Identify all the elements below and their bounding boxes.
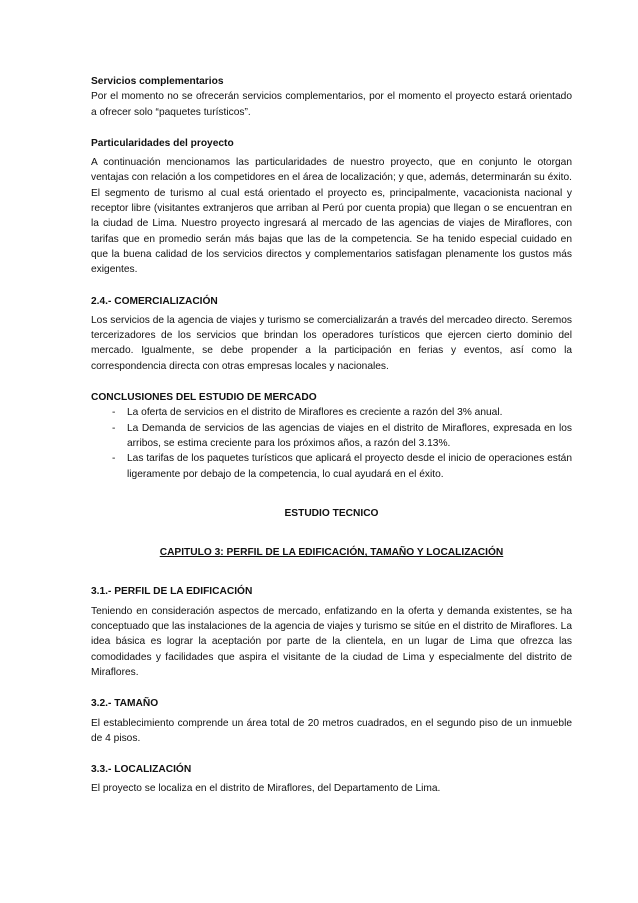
heading-particularidades: Particularidades del proyecto — [91, 137, 234, 149]
list-item: - Las tarifas de los paquetes turísticos que aplicará el proyecto desde el inicio de operaciones están ligeramente por debajo de la competencia, lo cual ayudará en el éxito. — [112, 453, 572, 480]
heading-estudio-tecnico: ESTUDIO TECNICO — [284, 507, 379, 519]
paragraph-servicios-complementarios: Por el momento no se ofrecerán servicios complementarios, por el momento el proyecto estará orientado a ofrecer solo “paquetes turísticos”. — [91, 91, 572, 118]
paragraph-comercializacion: Los servicios de la agencia de viajes y turismo se comercializarán a través del mercadeo directo. Seremos tercerizadores de los servicios que brindan los operadores turísticos que ejercen cierto dominio del mercado. Igualmente, se debe propender a la participación en ferias y eventos, así como la correspondencia directa con otras empresas locales y nacionales. — [91, 314, 572, 372]
conclusiones-list — [91, 405, 572, 481]
heading-tamano: 3.2.- TAMAÑO — [91, 698, 159, 710]
paragraph-tamano: El establecimiento comprende un área total de 20 metros cuadrados, en el segundo piso de un inmueble de 4 pisos. — [91, 717, 572, 744]
dash-bullet: - — [112, 453, 116, 465]
dash-bullet: - — [112, 407, 116, 419]
heading-servicios-complementarios: Servicios complementarios — [91, 76, 224, 87]
dash-bullet: - — [112, 422, 116, 434]
heading-capitulo-3: CAPITULO 3: PERFIL DE LA EDIFICACIÓN, TAMAÑO Y LOCALIZACIÓN — [159, 547, 504, 559]
paragraph-particularidades: A continuación mencionamos las particularidades de nuestro proyecto, que en conjunto le otorgan ventajas con relación a los competidores en el área de localización; y que, además, determinarán su éxito. El segmento de turismo al cual está orientado el proyecto es, principalmente, vacacionista nacional y receptor libre (visitantes extranjeros que arriban al Perú por cuenta propia) que llegan o se encuentran en la ciudad de Lima. Nuestro proyecto ingresará al mercado de las agencias de viajes de Miraflores, con tarifas que en promedio serán más bajas que las de la competencia. Se ha tenido especial cuidado en que la buena calidad de los servicios directos y complementarios satisfagan plenamente los gustos más exigentes. — [91, 157, 572, 276]
heading-conclusiones: CONCLUSIONES DEL ESTUDIO DE MERCADO — [91, 392, 317, 404]
heading-comercializacion: 2.4.- COMERCIALIZACIÓN — [91, 295, 218, 307]
paragraph-perfil-edificacion: Teniendo en consideración aspectos de mercado, enfatizando en la oferta y demanda existentes, se ha conceptuado que las instalaciones de la agencia de viajes y turismo se sitúe en el distrito de Miraflores. La idea básica es lograr la aceptación por parte de la clientela, en un lugar de Lima que ofrezca las comodidades y facilidades que aspira el visitante de la ciudad de Lima y especialmente del distrito de Miraflores. — [91, 605, 572, 678]
page-content — [91, 74, 572, 797]
list-item: - La Demanda de servicios de las agencias de viajes en el distrito de Miraflores, expresada en los arribos, se estima creciente para los próximos años, a razón del 3.13%. — [112, 422, 572, 449]
heading-localizacion: 3.3.- LOCALIZACIÓN — [91, 764, 192, 776]
paragraph-localizacion: El proyecto se localiza en el distrito de Miraflores, del Departamento de Lima. — [91, 783, 441, 795]
heading-perfil-edificacion: 3.1.- PERFIL DE LA EDIFICACIÓN — [91, 586, 253, 598]
list-item: - La oferta de servicios en el distrito de Miraflores es creciente a razón del 3% anual. — [91, 405, 572, 420]
